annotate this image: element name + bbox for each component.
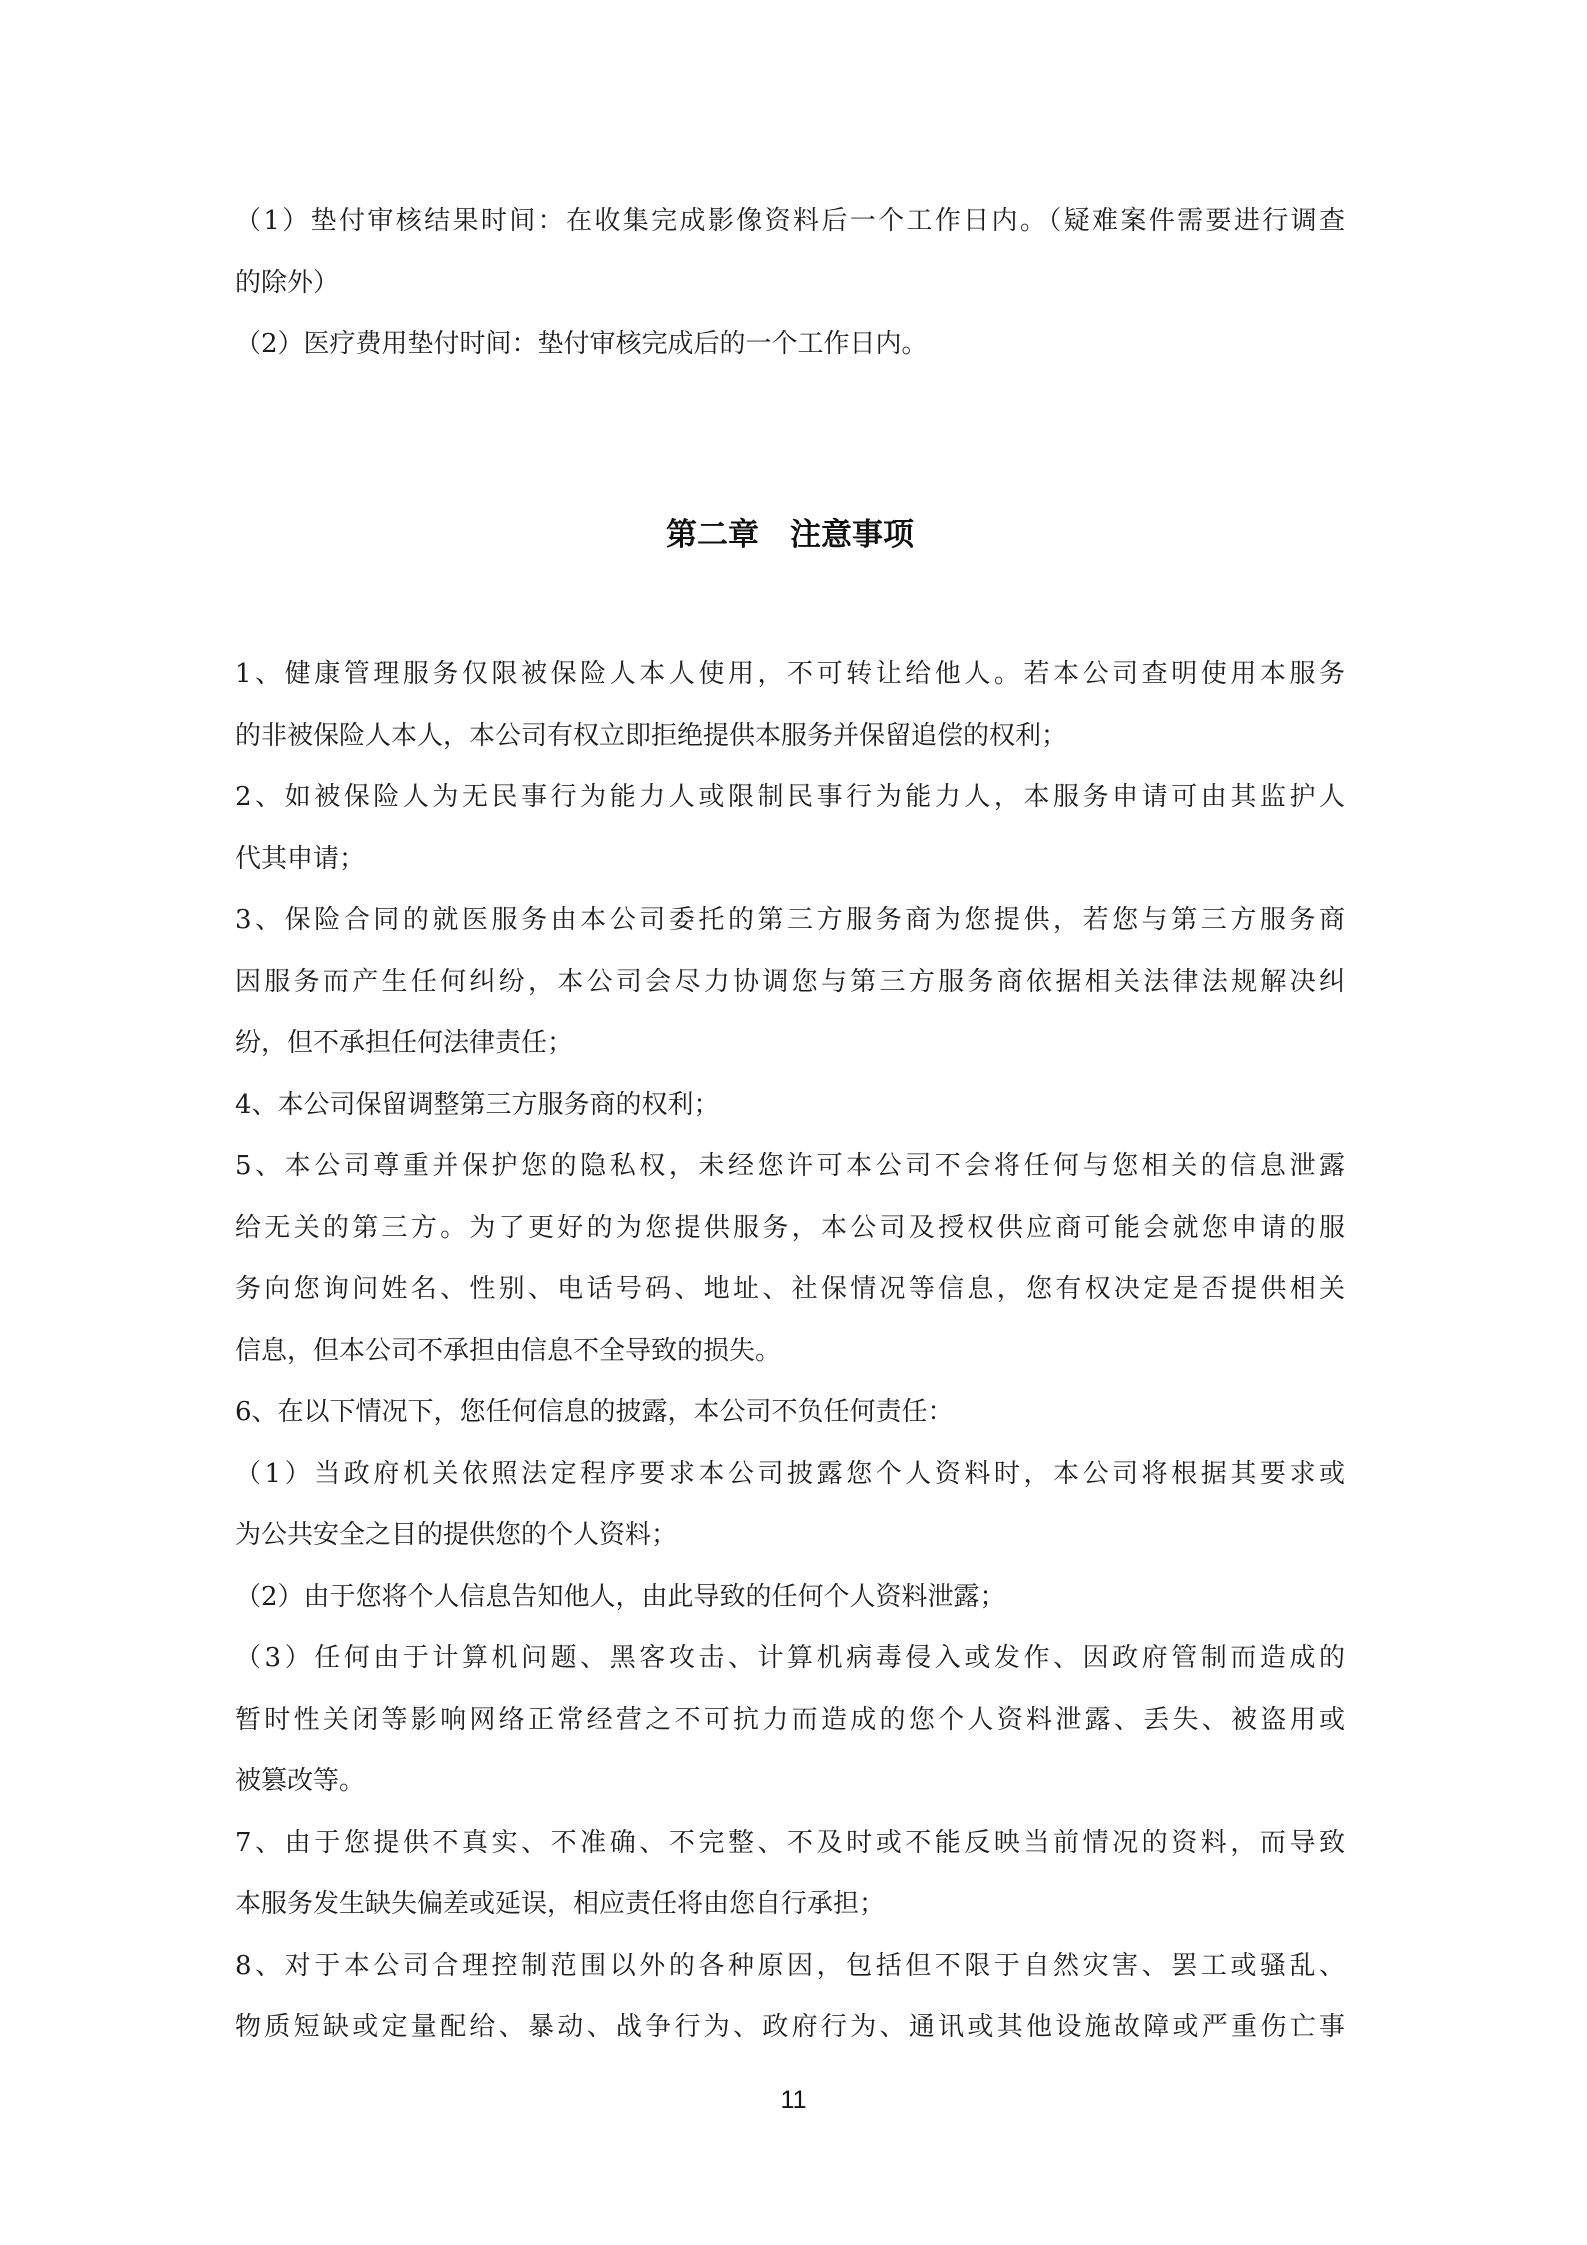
text-line: （1）垫付审核结果时间：在收集完成影像资料后一个工作日内。（疑难案件需要进行调查 [235, 206, 1345, 236]
para-note-6-sub-2 [235, 1567, 1345, 1629]
chapter-heading: 第二章 注意事项 [666, 516, 914, 553]
para-note-1 [235, 644, 1345, 767]
para-prepay-review-time [235, 191, 1345, 314]
text-line: （1）当政府机关依照法定程序要求本公司披露您个人资料时，本公司将根据其要求或 [235, 1458, 1345, 1489]
text-line: 被篡改等。 [235, 1766, 366, 1796]
page-number: 11 [780, 2086, 807, 2114]
para-note-7 [235, 1813, 1345, 1936]
text-line: 为公共安全之目的提供您的个人资料； [235, 1520, 678, 1550]
text-line: 物质短缺或定量配给、暴动、战争行为、政府行为、通讯或其他设施故障或严重伤亡事 [235, 2012, 1345, 2042]
text-line: （3）任何由于计算机问题、黑客攻击、计算机病毒侵入或发作、因政府管制而造成的 [235, 1643, 1345, 1673]
para-note-5 [235, 1136, 1345, 1382]
text-line: 4、本公司保留调整第三方服务商的权利； [235, 1089, 720, 1120]
para-note-6-sub-1 [235, 1444, 1345, 1567]
para-note-4 [235, 1075, 1345, 1137]
text-line: 给无关的第三方。为了更好的为您提供服务，本公司及授权供应商可能会就您申请的服 [235, 1212, 1345, 1243]
text-line: （2）由于您将个人信息告知他人，由此导致的任何个人资料泄露； [235, 1581, 1006, 1612]
text-line: 代其申请； [235, 843, 366, 874]
text-line: 本服务发生缺失偏差或延误，相应责任将由您自行承担； [235, 1889, 886, 1919]
text-line: 1、健康管理服务仅限被保险人本人使用，不可转让给他人。若本公司查明使用本服务 [235, 659, 1345, 689]
text-line: 6、在以下情况下，您任何信息的披露，本公司不负任何责任： [235, 1397, 954, 1427]
para-note-2 [235, 767, 1345, 890]
text-line: 务向您询问姓名、性别、电话号码、地址、社保情况等信息，您有权决定是否提供相关 [235, 1274, 1345, 1304]
text-line: （2）医疗费用垫付时间：垫付审核完成后的一个工作日内。 [235, 329, 928, 359]
text-line: 纷，但不承担任何法律责任； [235, 1028, 574, 1058]
text-line: 5、本公司尊重并保护您的隐私权，未经您许可本公司不会将任何与您相关的信息泄露 [235, 1151, 1345, 1181]
para-note-8 [235, 1936, 1345, 2059]
text-line: 信息，但本公司不承担由信息不全导致的损失。 [235, 1335, 782, 1366]
text-line: 暂时性关闭等影响网络正常经营之不可抗力而造成的您个人资料泄露、丢失、被盗用或 [235, 1704, 1345, 1735]
text-line: 3、保险合同的就医服务由本公司委托的第三方服务商为您提供，若您与第三方服务商 [235, 905, 1345, 935]
text-line: 2、如被保险人为无民事行为能力人或限制民事行为能力人，本服务申请可由其监护人 [235, 782, 1345, 812]
para-note-6-sub-3 [235, 1628, 1345, 1813]
text-line: 的除外） [235, 267, 340, 298]
text-line: 因服务而产生任何纠纷，本公司会尽力协调您与第三方服务商依据相关法律法规解决纠 [235, 966, 1345, 997]
text-line: 7、由于您提供不真实、不准确、不完整、不及时或不能反映当前情况的资料，而导致 [235, 1827, 1345, 1858]
para-medical-payment-time [235, 314, 1345, 376]
text-line: 的非被保险人本人，本公司有权立即拒绝提供本服务并保留追偿的权利； [235, 720, 1068, 751]
text-line: 8、对于本公司合理控制范围以外的各种原因，包括但不限于自然灾害、罢工或骚乱、 [235, 1950, 1345, 1981]
para-note-6 [235, 1382, 1345, 1444]
para-note-3 [235, 890, 1345, 1075]
page-body [235, 191, 1345, 2059]
